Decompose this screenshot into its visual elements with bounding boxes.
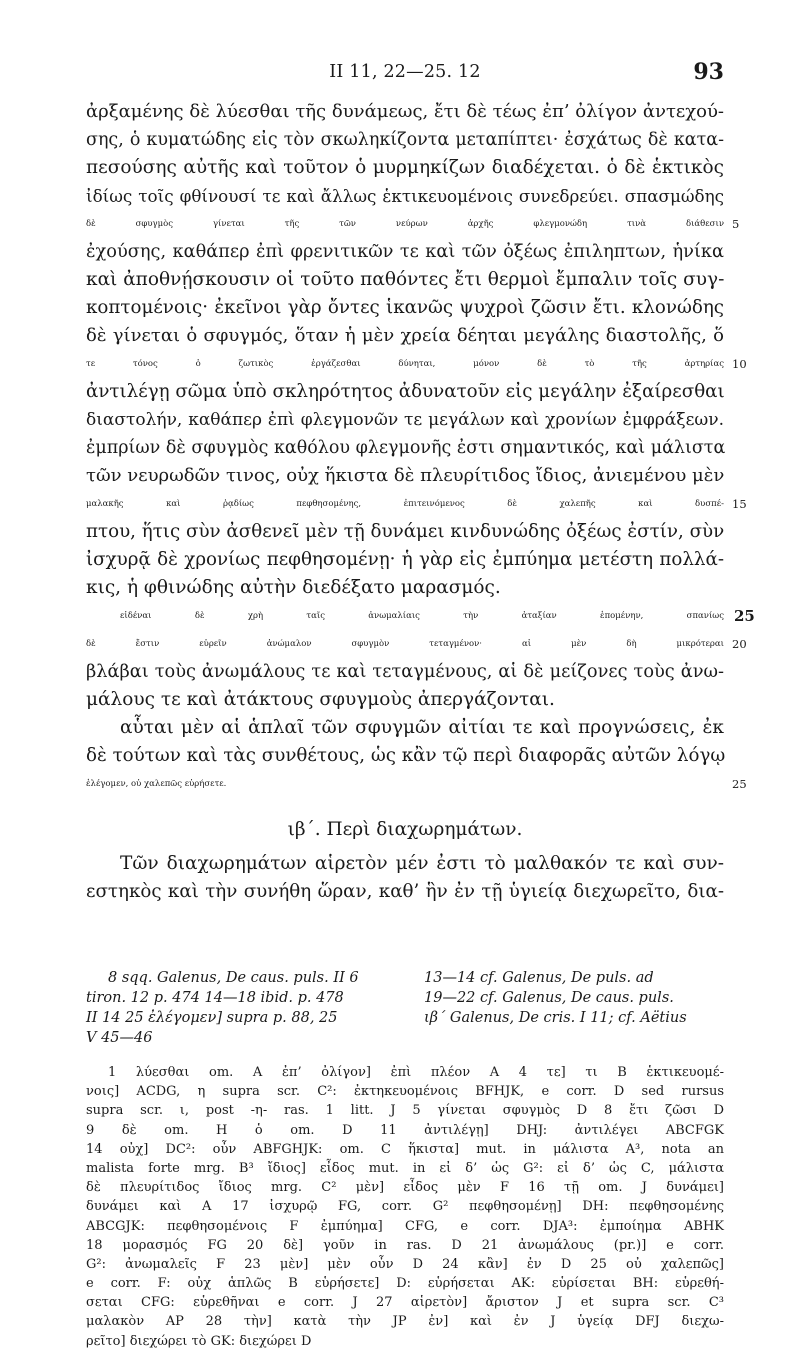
text-line (86, 238, 724, 266)
text-line-content: ἐλέγομεν, οὐ χαλεπῶς εὑρήσετε. (86, 779, 227, 789)
text-line-content: σης, ὁ κυματώδης εἰς τὸν σκωληκίζοντα μεταπίπτει· ἐσχάτως δὲ κατα- (86, 130, 724, 150)
apparatus-line: 1 λύεσθαι om. A ἐπ’ ὀλίγον] ἐπὶ πλέον A 4 τε] τι B ἑκτικευομέ- (108, 1065, 724, 1080)
text-line (86, 658, 724, 686)
apparatus-line: supra scr. ι, post -η- ras. 1 litt. J 5 γίνεται σφυγμὸς D 8 ἔτι ζῶσι D (86, 1103, 724, 1119)
apparatus-line: νοις] ACDG, η supra scr. C²: ἐκτηκευομένοις BFHJK, e corr. D sed rursus (86, 1084, 724, 1100)
text-line (86, 350, 747, 378)
apparatus-line: 9 δὲ om. H ὁ om. D 11 ἀντιλέγῃ] DHJ: ἀντιλέγει ABCFGK (86, 1122, 724, 1138)
text-line (86, 322, 724, 350)
text-line (86, 434, 724, 462)
line-number: 5 (732, 217, 740, 231)
text-line-content: ἰσχυρᾷ δὲ χρονίως πεφθησομένῃ· ἡ γὰρ εἰς ἐμπύημα μετέστη πολλά- (86, 549, 724, 570)
text-line (86, 630, 747, 658)
source-left: tiron. 12 p. 474 14—18 ibid. p. 478 (86, 990, 344, 1006)
text-line (86, 294, 724, 322)
text-line-content: κοπτομένοις· ἐκεῖνοι γὰρ ὄντες ἱκανῶς ψυχροὶ ζῶσιν ἔτι. κλονώδης (86, 297, 724, 318)
source-row (86, 1028, 724, 1048)
line-number: 10 (732, 357, 747, 371)
text-line-content: πεσούσης αὐτῆς καὶ τοῦτον ὁ μυρμηκίζων διαδέχεται. ὁ δὲ ἑκτικὸς (86, 157, 724, 178)
text-line-content: αὗται μὲν αἱ ἁπλαῖ τῶν σφυγμῶν αἰτίαι τε καὶ προγνώσεις, ἐκ (120, 717, 724, 738)
source-row (86, 1008, 724, 1028)
page-number: 93 (693, 59, 724, 85)
text-line-content: πτου, ἥτις σὺν ἀσθενεῖ μὲν τῇ δυνάμει κινδυνώδης ὀξέως ἐστίν, σὺν (86, 521, 725, 542)
text-line-content: δὲ ἔστιν εὑρεῖν ἀνώμαλον σφυγμὸν τεταγμένον· αἱ μὲν δὴ μικρότεραι (86, 639, 724, 649)
text-line-content: τῶν νευρωδῶν τινος, οὐχ ἥκιστα δὲ πλευρίτιδος ἴδιος, ἀνιεμένου μὲν (86, 465, 725, 486)
source-right: 19—22 cf. Galenus, De caus. puls. (424, 990, 674, 1006)
text-line (86, 182, 724, 210)
text-line (86, 490, 747, 518)
text-line-content: ἀντιλέγῃ σῶμα ὑπὸ σκληρότητος ἀδυνατοῦν εἰς μεγάλην ἐξαίρεσθαι (86, 381, 725, 402)
text-line-content: ἀρξαμένης δὲ λύεσθαι τῆς δυνάμεως, ἔτι δὲ τέως ἐπ’ ὀλίγον ἀντεχού- (86, 101, 724, 122)
text-line-content: ἐχούσης, καθάπερ ἐπὶ φρενιτικῶν τε καὶ τῶν ὀξέως ἐπιληπτων, ἡνίκα (86, 242, 724, 262)
section-heading: ιβ΄. Περὶ διαχωρημάτων. (287, 819, 523, 840)
text-line (86, 770, 747, 798)
source-right: 13—14 cf. Galenus, De puls. ad (424, 970, 654, 986)
source-left: V 45—46 (86, 1030, 153, 1046)
text-line-content: καὶ ἀποθνῄσκουσιν οἱ τοῦτο παθόντες ἔτι θερμοὶ ἔμπαλιν τοῖς συγ- (86, 269, 725, 290)
text-line (86, 406, 724, 434)
text-line (86, 742, 724, 770)
text-line (86, 686, 724, 714)
apparatus-line: G²: ἀνωμαλεῖς F 23 μὲν] μὲν οὖν D 24 κἂν] ἐν D 25 οὐ χαλεπῶς] (86, 1256, 724, 1272)
apparatus-line: μαλακὸν AP 28 τὴν] κατὰ τὴν JP ἐν] καὶ ἐν J ὑγείᾳ DFJ διεχω- (86, 1314, 724, 1330)
text-line-content: κις, ἡ φθινώδης αὐτὴν διεδέξατο μαρασμός. (86, 577, 501, 598)
text-line-content: μάλους τε καὶ ἀτάκτους σφυγμοὺς ἀπεργάζονται. (86, 689, 555, 710)
text-line (86, 462, 724, 490)
apparatus-line: ρεῖτο] διεχώρει τὸ GK: διεχώρει D (86, 1333, 312, 1349)
text-line-content: δὲ σφυγμὸς γίνεται τῆς τῶν νεύρων ἀρχῆς φλεγμονώδη τινὰ διάθεσιν (86, 219, 724, 229)
text-line (86, 126, 724, 154)
text-line (86, 266, 724, 294)
source-row (86, 988, 724, 1008)
source-left: 8 sqq. Galenus, De caus. puls. II 6 (108, 970, 359, 986)
text-line-content: ἐμπρίων δὲ σφυγμὸς καθόλου φλεγμονῆς ἐστι σημαντικός, καὶ μάλιστα (86, 438, 726, 458)
text-line (86, 602, 755, 630)
text-line-content: διαστολήν, καθάπερ ἐπὶ φλεγμονῶν τε μεγάλων καὶ χρονίων ἐμφράξεων. (86, 410, 724, 430)
source-row (86, 968, 724, 988)
apparatus-line: 14 οὐχ] DC²: οὖν ABFGHJK: om. C ἥκιστα] mut. in μάλιστα A³, nota an (86, 1141, 724, 1157)
line-number: 25 (734, 607, 755, 625)
text-line (86, 714, 724, 742)
main-text (86, 98, 755, 906)
text-line-content: δὲ γίνεται ὁ σφυγμός, ὅταν ἡ μὲν χρεία δέηται μεγάλης διαστολῆς, ὅ (86, 325, 724, 346)
apparatus-line: malista forte mrg. B³ ἴδιος] εἶδος mut. in εἰ δ’ ὡς G²: εἰ δ’ ὡς C, μάλιστα (86, 1160, 724, 1176)
apparatus-line: ABCGJK: πεφθησομένοις F ἐμπύημα] CFG, e corr. DJA³: ἐμποίημα ABHK (86, 1218, 724, 1234)
apparatus-line: σεται CFG: εὑρεθῆναι e corr. J 27 αἱρετὸν] ἄριστον J et supra scr. C³ (86, 1295, 724, 1311)
line-number: 25 (732, 777, 747, 791)
critical-apparatus (86, 1063, 724, 1351)
running-title: II 11, 22—25. 12 (329, 62, 481, 82)
source-left: II 14 25 ἐλέγομεν] supra p. 88, 25 (86, 1010, 338, 1026)
text-line-content: εἰδέναι δὲ χρὴ ταῖς ἀνωμαλίαις τὴν ἀταξίαν ἑπομένην, σπανίως (120, 611, 724, 621)
text-line (86, 546, 724, 574)
apparatus-line: δυνάμει καὶ A 17 ἰσχυρῷ FG, corr. G² πεφθησομένῃ] DH: πεφθησομένης (86, 1199, 724, 1215)
section-text-line: εστηκὸς καὶ τὴν συνήθη ὥραν, καθ’ ἣν ἐν τῇ ὑγιείᾳ διεχωρεῖτο, δια- (86, 881, 724, 902)
text-line-content: τε τόνος ὁ ζωτικὸς ἐργάζεσθαι δύνηται, μόνον δὲ τὸ τῆς ἀρτηρίας (86, 359, 724, 369)
text-line (86, 210, 740, 238)
text-line (86, 154, 724, 182)
section-text-line: Τῶν διαχωρημάτων αἱρετὸν μέν ἐστι τὸ μαλθακόν τε καὶ συν- (120, 853, 724, 874)
text-line (86, 378, 724, 406)
source-references (86, 968, 724, 1048)
text-line (86, 98, 724, 126)
text-line (86, 574, 724, 602)
line-number: 20 (732, 637, 747, 651)
text-line-content: βλάβαι τοὺς ἀνωμάλους τε καὶ τεταγμένους, αἱ δὲ μείζονες τοὺς ἀνω- (86, 662, 724, 682)
text-line-content: δὲ τούτων καὶ τὰς συνθέτους, ὡς κἂν τῷ περὶ διαφορᾶς αὐτῶν λόγῳ (86, 745, 726, 766)
apparatus-line: δὲ πλευρίτιδος ἴδιος mrg. C² μὲν] εἶδος μὲν F 16 τῇ om. J δυνάμει] (86, 1180, 724, 1196)
page-header (86, 59, 724, 86)
text-line-content: μαλακῆς καὶ ῥᾳδίως πεφθησομένης, ἐπιτεινόμενος δὲ χαλεπῆς καὶ δυσπέ- (86, 499, 724, 509)
apparatus-line: e corr. F: οὐχ ἁπλῶς B εὑρήσετε] D: εὑρήσεται AK: εὑρίσεται BH: εὑρεθή- (86, 1276, 724, 1292)
text-line (86, 518, 724, 546)
line-number: 15 (732, 497, 747, 511)
apparatus-line: 18 μορασμός FG 20 δὲ] γοῦν in ras. D 21 ἀνωμάλους (pr.)] e corr. (86, 1237, 724, 1253)
text-line-content: ἰδίως τοῖς φθίνουσί τε καὶ ἄλλως ἑκτικευομένοις συνεδρεύει. σπασμώδης (86, 186, 724, 206)
source-right: ιβ΄ Galenus, De cris. I 11; cf. Aëtius (424, 1010, 687, 1026)
